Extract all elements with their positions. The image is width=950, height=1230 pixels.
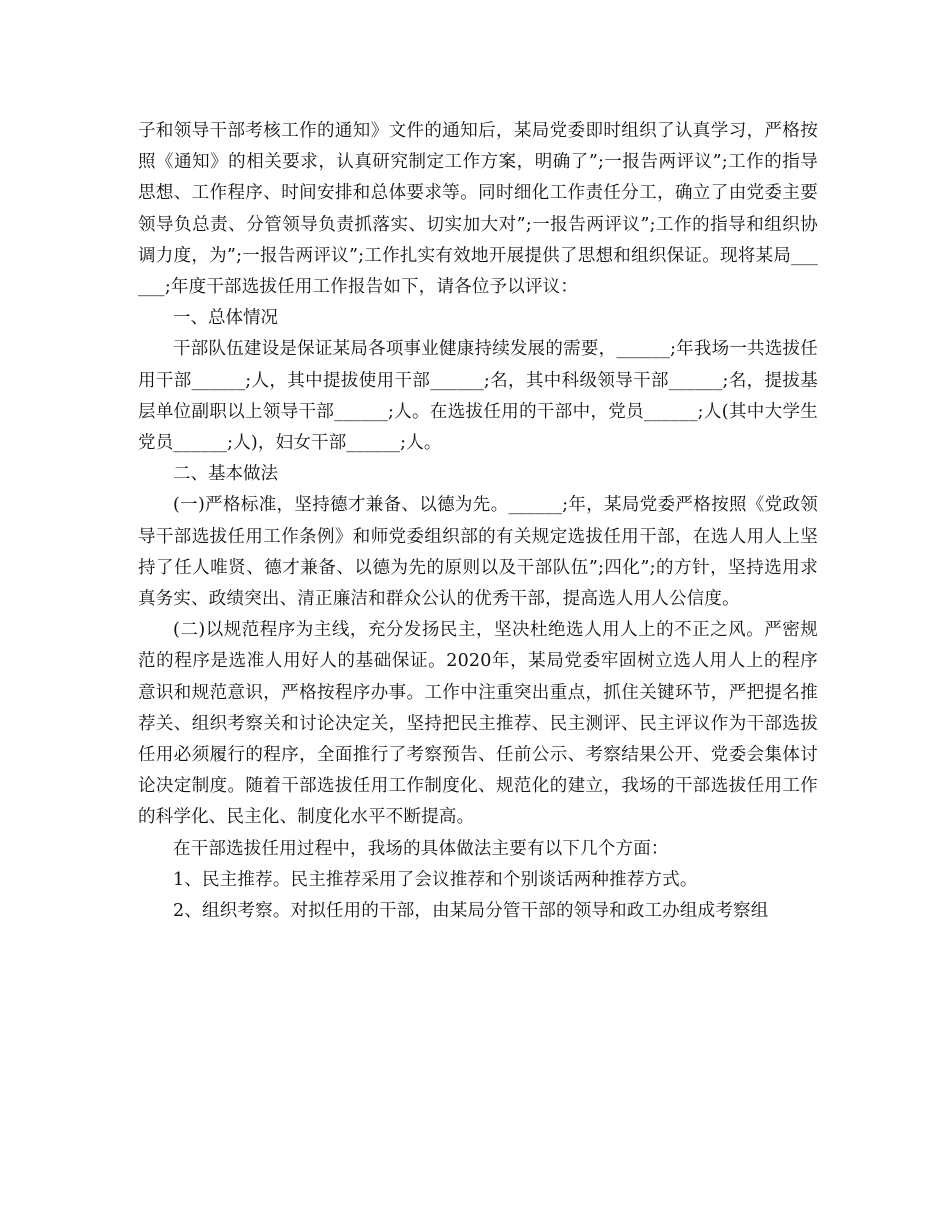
- paragraph-democratic-recommendation: 1、民主推荐。民主推荐采用了会议推荐和个别谈话两种推荐方式。: [173, 869, 698, 890]
- paragraph-organizational-inspection: 2、组织考察。对拟任用的干部，由某局分管干部的领导和政工办组成考察组: [173, 901, 769, 922]
- paragraph-intro-continued: 子和领导干部考核工作的通知》文件的通知后，某局党委即时组织了认真学习，严格按照《通知》的相关要求，认真研究制定工作方案，明确了”;一报告两评议”;工作的指导思想、工作程序、时间安排和总体要求等。同时细化工作责任分工，确立了由党委主要领导负总责、分管领导负责抓落实、切实加大对”;一报告两评议”;工作的指导和组织协调力度，为”;一报告两评议”;工作扎实有效地开展提供了思想和组织保证。现将某局______;年度干部选拔任用工作报告如下，请各位予以评议：: [138, 121, 818, 298]
- section-heading-overview: 一、总体情况: [173, 308, 278, 329]
- paragraph-overview: 干部队伍建设是保证某局各项事业健康持续发展的需要，______;年我场一共选拔任用干部______;人，其中提拔使用干部______;名，其中科级领导干部______;名，提拔基层单位副职以上领导干部______;人。在选拔任用的干部中，党员______;人(其中大学生党员______;人)，妇女干部______;人。: [138, 339, 818, 454]
- paragraph-practice-1: (一)严格标准，坚持德才兼备、以德为先。______;年，某局党委严格按照《党政领导干部选拔任用工作条例》和师党委组织部的有关规定选拔任用干部，在选人用人上坚持了任人唯贤、德才兼备、以德为先的原则以及干部队伍”;四化”;的方针，坚持选用求真务实、政绩突出、清正廉洁和群众公认的优秀干部，提高选人用人公信度。: [138, 495, 818, 610]
- paragraph-practice-2: (二)以规范程序为主线，充分发扬民主，坚决杜绝选人用人上的不正之风。严密规范的程序是选准人用好人的基础保证。2020年，某局党委牢固树立选人用人上的程序意识和规范意识，严格按程序办事。工作中注重突出重点，抓住关键环节，严把提名推荐关、组织考察关和讨论决定关，坚持把民主推荐、民主测评、民主评议作为干部选拔任用必须履行的程序，全面推行了考察预告、任前公示、考察结果公开、党委会集体讨论决定制度。随着干部选拔任用工作制度化、规范化的建立，我场的干部选拔任用工作的科学化、民主化、制度化水平不断提高。: [138, 620, 818, 828]
- paragraph-specific-methods: 在干部选拔任用过程中，我场的具体做法主要有以下几个方面：: [173, 838, 669, 859]
- section-heading-practices: 二、基本做法: [173, 464, 278, 485]
- document-page: [138, 116, 818, 927]
